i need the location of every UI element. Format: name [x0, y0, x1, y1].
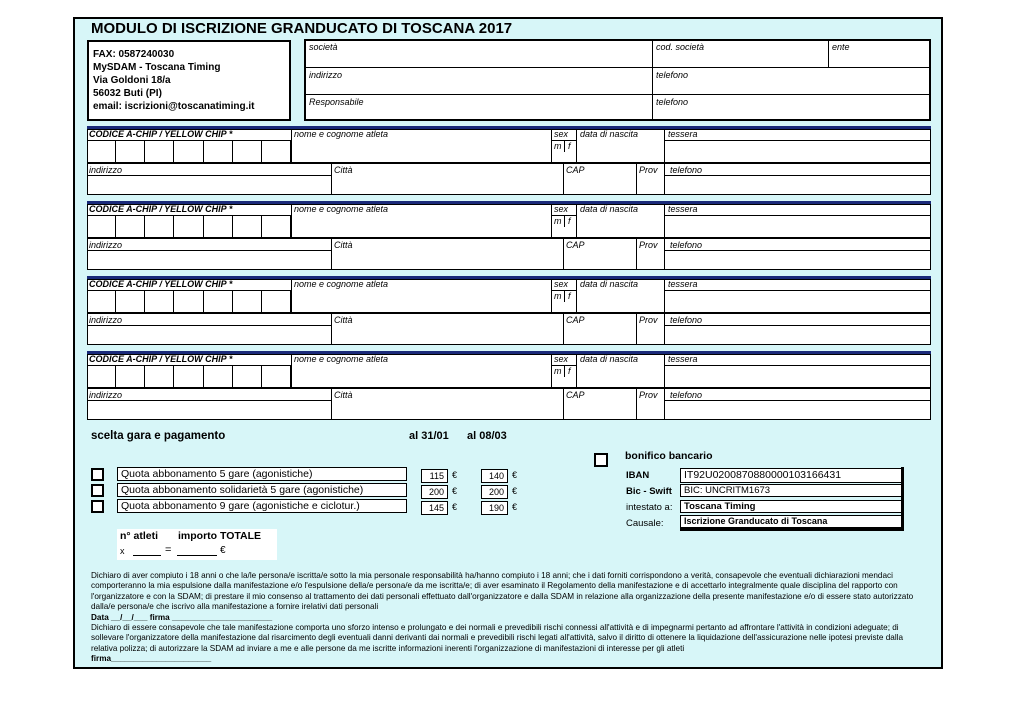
bonifico-checkbox[interactable] — [594, 453, 608, 467]
cap-label: CAP — [566, 390, 585, 400]
registration-form — [73, 17, 943, 669]
chip-code-label: CODICE A-CHIP / YELLOW CHIP * — [89, 204, 233, 214]
chip-code-label: CODICE A-CHIP / YELLOW CHIP * — [89, 129, 233, 139]
nome-atleta-label: nome e cognome atleta — [294, 204, 389, 214]
declaration-text — [91, 571, 931, 665]
payment-heading: scelta gara e pagamento — [91, 430, 226, 442]
indirizzo-societa-field[interactable]: indirizzo — [306, 68, 653, 95]
tessera-label: tessera — [668, 129, 698, 139]
sex-f-option[interactable]: f — [568, 141, 571, 151]
nascita-label: data di nascita — [580, 354, 639, 364]
data-firma-line: Data __/__/___ firma ______________________ — [91, 612, 273, 622]
deadline-2-heading: al 08/03 — [467, 430, 507, 442]
tessera-label: tessera — [668, 354, 698, 364]
nascita-label: data di nascita — [580, 279, 639, 289]
nome-atleta-input[interactable] — [293, 365, 550, 387]
telefono-label: telefono — [670, 315, 703, 325]
price-deadline-1: 115 — [421, 469, 448, 483]
bic-value: BIC: UNCRITM1673 — [680, 484, 903, 497]
declaration-paragraph-2: Dichiaro di essere consapevole che tale manifestazione comporta uno sforzo intenso e prolungato e dei normali e prevedibili rischi connessi all'attività e di impegnarmi pertanto ad affrontare l'attività in condizioni adeguate; di sollevare l'organizzatore della manifestazione dal risarcimento degli eventuali danni derivanti dai normali e prevedibili rischi legati all'attività, salvo il diritto di ottenere la liquidazione dell'assicurazione nelle ipotesi previste dalla relativa polizza; di autorizzare la SDAM ad inviare a me e alle persone da me iscritte informazioni inerenti l'organizzazione di manifestazioni di interesse per gli atleti — [91, 623, 904, 653]
form-title: MODULO DI ISCRIZIONE GRANDUCATO DI TOSCANA 2017 — [91, 20, 513, 37]
iban-label: IBAN — [626, 470, 650, 481]
athlete-row-2 — [87, 163, 931, 195]
sex-m-option[interactable]: m — [554, 291, 562, 301]
intestato-label: intestato a: — [626, 502, 673, 513]
cap-label: CAP — [566, 240, 585, 250]
euro-sign: € — [512, 486, 518, 496]
iban-value: IT92U0200870880000103166431 — [680, 468, 903, 483]
tessera-label: tessera — [668, 279, 698, 289]
sex-m-option[interactable]: m — [554, 366, 562, 376]
sex-f-option[interactable]: f — [568, 366, 571, 376]
n-atleti-input[interactable] — [133, 555, 161, 556]
organizer-city: 56032 Buti (PI) — [93, 88, 162, 99]
societa-field[interactable]: società — [306, 41, 653, 68]
causale-label: Causale: — [626, 518, 664, 529]
prov-label: Prov — [639, 165, 658, 175]
organizer-address-box — [87, 40, 291, 121]
sex-m-option[interactable]: m — [554, 216, 562, 226]
declaration-paragraph-1: Dichiaro di aver compiuto i 18 anni o che la/le persona/e iscritta/e sotto la mia personale responsabilità ha/hanno compiuto i 18 anni; che i dati forniti corrispondono a verità, consapevole che eventuali dichiarazioni mendaci comporteranno la mia espulsione dalla manifestazione e/o l'espulsione della/e persona/e da me iscritta/e; di aver esaminato il Regolamento della manifestazione e di accettarlo integralmente quale disciplina del rapporto con l'organizzatore e con la SDAM; di prestare il mio consenso al trattamento dei dati personali effettuato dall'organizzatore e dalla SDAM in relazione alla organizzazione della presente manifestazione e/o di essere stato autorizzato dalla/e persona/e che iscrivo alla manifestazione a fornire irelativi dati personali — [91, 571, 914, 612]
chip-code-input[interactable] — [87, 365, 291, 389]
cod-societa-field[interactable]: cod. società — [653, 41, 829, 68]
athlete-section — [87, 277, 931, 347]
quota-checkbox[interactable] — [91, 468, 104, 481]
quota-label: Quota abbonamento 9 gare (agonistiche e ciclotur.) — [117, 499, 407, 513]
athlete-row-2 — [87, 388, 931, 420]
euro-sign: € — [512, 470, 518, 480]
sex-label: sex — [554, 279, 569, 289]
citta-label: Città — [334, 165, 353, 175]
prov-label: Prov — [639, 240, 658, 250]
cap-label: CAP — [566, 165, 585, 175]
responsabile-field[interactable]: Responsabile — [306, 95, 653, 119]
euro-sign: € — [452, 502, 458, 512]
nome-atleta-label: nome e cognome atleta — [294, 279, 389, 289]
ente-field[interactable]: ente — [829, 41, 929, 68]
bic-label: Bic - Swift — [626, 486, 672, 497]
nome-atleta-input[interactable] — [293, 290, 550, 312]
telefono-label: telefono — [670, 240, 703, 250]
sex-m-option[interactable]: m — [554, 141, 562, 151]
chip-code-input[interactable] — [87, 140, 291, 164]
chip-code-label: CODICE A-CHIP / YELLOW CHIP * — [89, 279, 233, 289]
firma-line: firma______________________ — [91, 654, 212, 664]
sex-label: sex — [554, 204, 569, 214]
nome-atleta-label: nome e cognome atleta — [294, 129, 389, 139]
cap-label: CAP — [566, 315, 585, 325]
chip-code-label: CODICE A-CHIP / YELLOW CHIP * — [89, 354, 233, 364]
price-deadline-1: 200 — [421, 485, 448, 499]
citta-label: Città — [334, 315, 353, 325]
euro-sign: € — [452, 470, 458, 480]
chip-code-input[interactable] — [87, 215, 291, 239]
totals-box: n° atleti importo TOTALE x = € — [117, 529, 277, 560]
price-deadline-2: 190 — [481, 501, 508, 515]
indirizzo-label: indirizzo — [89, 315, 123, 325]
fax-number: FAX: 0587240030 — [93, 49, 175, 60]
telefono-responsabile-field[interactable]: telefono — [653, 95, 929, 119]
causale-value: Iscrizione Granducato di Toscana — [680, 515, 903, 528]
society-block — [304, 39, 931, 121]
quota-label: Quota abbonamento 5 gare (agonistiche) — [117, 467, 407, 481]
price-deadline-2: 140 — [481, 469, 508, 483]
bank-box-shadow-bottom — [680, 528, 904, 531]
price-deadline-1: 145 — [421, 501, 448, 515]
bank-heading: bonifico bancario — [625, 450, 713, 462]
indirizzo-label: indirizzo — [89, 390, 123, 400]
telefono-societa-field[interactable]: telefono — [653, 68, 929, 95]
importo-input[interactable] — [177, 555, 217, 556]
citta-label: Città — [334, 390, 353, 400]
organizer-name: MySDAM - Toscana Timing — [93, 62, 221, 73]
athlete-row-2 — [87, 313, 931, 345]
euro-sign: € — [512, 502, 518, 512]
importo-label: importo TOTALE — [178, 530, 262, 542]
indirizzo-label: indirizzo — [89, 240, 123, 250]
deadline-1-heading: al 31/01 — [409, 430, 449, 442]
price-deadline-2: 200 — [481, 485, 508, 499]
telefono-label: telefono — [670, 390, 703, 400]
sex-label: sex — [554, 129, 569, 139]
athlete-section — [87, 202, 931, 272]
n-atleti-label: n° atleti — [120, 530, 159, 542]
quota-checkbox[interactable] — [91, 500, 104, 513]
sex-f-option[interactable]: f — [568, 216, 571, 226]
sex-label: sex — [554, 354, 569, 364]
athlete-section — [87, 127, 931, 197]
organizer-email: email: iscrizioni@toscanatiming.it — [93, 101, 255, 112]
nascita-label: data di nascita — [580, 129, 639, 139]
athlete-section — [87, 352, 931, 422]
nome-atleta-input[interactable] — [293, 140, 550, 162]
bank-box-shadow — [901, 467, 904, 531]
euro-sign: € — [452, 486, 458, 496]
nascita-label: data di nascita — [580, 204, 639, 214]
athlete-row-2 — [87, 238, 931, 270]
tessera-label: tessera — [668, 204, 698, 214]
prov-label: Prov — [639, 315, 658, 325]
telefono-label: telefono — [670, 165, 703, 175]
quota-label: Quota abbonamento solidarietà 5 gare (agonistiche) — [117, 483, 407, 497]
indirizzo-label: indirizzo — [89, 165, 123, 175]
sex-f-option[interactable]: f — [568, 291, 571, 301]
chip-code-input[interactable] — [87, 290, 291, 314]
nome-atleta-label: nome e cognome atleta — [294, 354, 389, 364]
citta-label: Città — [334, 240, 353, 250]
intestato-value: Toscana Timing — [680, 500, 903, 513]
organizer-street: Via Goldoni 18/a — [93, 75, 171, 86]
prov-label: Prov — [639, 390, 658, 400]
quota-checkbox[interactable] — [91, 484, 104, 497]
nome-atleta-input[interactable] — [293, 215, 550, 237]
